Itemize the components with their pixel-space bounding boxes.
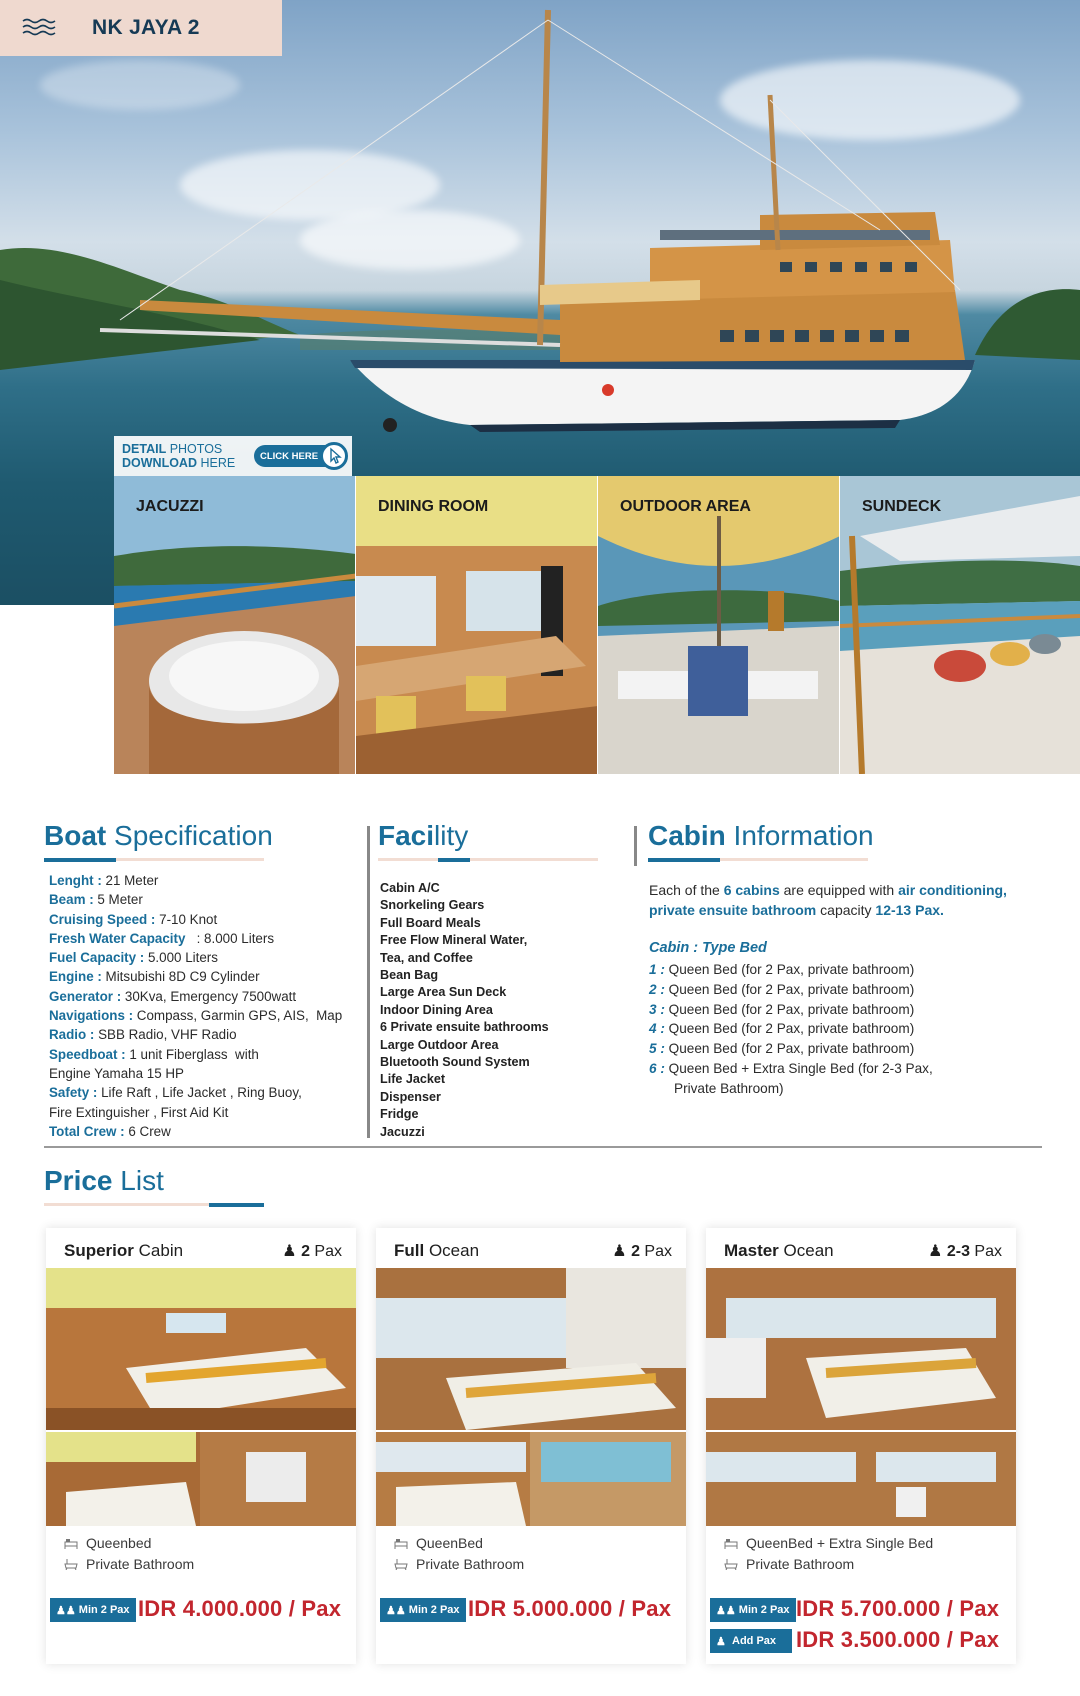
cabin-info-underline xyxy=(648,858,868,861)
price-card-superior xyxy=(46,1228,356,1664)
cabin-item: 5 : Queen Bed (for 2 Pax, private bathroom) xyxy=(649,1041,915,1057)
bathtub-icon xyxy=(64,1558,78,1570)
bath-feature: Private Bathroom xyxy=(724,1556,854,1572)
waves-icon xyxy=(22,17,56,39)
bathtub-icon xyxy=(394,1558,408,1570)
facility-item: Tea, and Coffee xyxy=(380,950,473,965)
bath-feature: Private Bathroom xyxy=(64,1556,194,1572)
min-pax-badge: ♟♟ Min 2 Pax xyxy=(50,1598,136,1622)
photo-outdoor-area[interactable] xyxy=(598,476,840,774)
spec-row: Engine : Mitsubishi 8D C9 Cylinder xyxy=(49,969,260,985)
facility-item: Full Board Meals xyxy=(380,915,481,930)
price-card-master-ocean xyxy=(706,1228,1016,1664)
spec-row: Safety : Life Raft , Life Jacket , Ring Buoy, xyxy=(49,1085,302,1101)
bathtub-icon xyxy=(724,1558,738,1570)
spec-row: Fire Extinguisher , First Aid Kit xyxy=(49,1104,229,1120)
column-divider xyxy=(367,826,370,1138)
facility-title: Facility xyxy=(378,820,469,851)
price-value: IDR 5.700.000 / Pax xyxy=(796,1596,1000,1621)
photo-strip xyxy=(114,476,1080,774)
facility-item: Jacuzzi xyxy=(380,1124,425,1139)
person-icon: ♟ xyxy=(716,1635,726,1648)
cabin-type-list xyxy=(649,960,1049,1099)
boat-spec-underline xyxy=(44,858,264,861)
facility-item: Snorkeling Gears xyxy=(380,898,485,913)
facility-item: Cabin A/C xyxy=(380,881,440,895)
spec-row: Navigations : Compass, Garmin GPS, AIS, Map xyxy=(49,1008,343,1024)
bed-icon xyxy=(64,1537,78,1549)
outdoor-area-image xyxy=(598,476,840,774)
price-value: IDR 4.000.000 / Pax xyxy=(138,1596,342,1621)
sundeck-image xyxy=(840,476,1080,774)
cabin-item: 3 : Queen Bed (for 2 Pax, private bathroom) xyxy=(649,1001,915,1017)
price-list-title: Price List xyxy=(44,1165,164,1196)
cabin-item: Private Bathroom) xyxy=(674,1080,784,1096)
spec-row: Engine Yamaha 15 HP xyxy=(49,1065,184,1081)
person-icon: ♟ xyxy=(282,1243,297,1260)
cursor-icon xyxy=(320,442,348,470)
cabin-item: 2 : Queen Bed (for 2 Pax, private bathroom) xyxy=(649,981,915,997)
spec-row: Speedboat : 1 unit Fiberglass with xyxy=(49,1046,259,1062)
people-icon: ♟♟ xyxy=(386,1604,406,1617)
add-pax-badge: ♟ Add Pax xyxy=(710,1629,792,1653)
price-value: IDR 5.000.000 / Pax xyxy=(468,1596,672,1621)
cabin-main-photo[interactable] xyxy=(706,1268,1016,1430)
section-divider xyxy=(44,1146,1042,1148)
person-icon: ♟ xyxy=(928,1243,943,1260)
cabin-thumb-photos[interactable] xyxy=(46,1432,356,1526)
facility-list xyxy=(380,880,590,1141)
add-pax-price: IDR 3.500.000 / Pax xyxy=(796,1627,1000,1652)
detail-photos-text: DETAIL PHOTOS DOWNLOAD HERE xyxy=(122,442,236,470)
card-header: Full Ocean ♟ 2 Pax xyxy=(394,1241,672,1260)
min-pax-badge: ♟♟ Min 2 Pax xyxy=(380,1598,466,1622)
facility-item: Bean Bag xyxy=(380,968,439,983)
photo-label: SUNDECK xyxy=(862,498,942,515)
bed-feature: Queenbed xyxy=(64,1535,151,1551)
card-header: Master Ocean ♟ 2-3 Pax xyxy=(724,1241,1002,1260)
people-icon: ♟♟ xyxy=(56,1604,76,1617)
cabin-item: 6 : Queen Bed + Extra Single Bed (for 2-3 Pax, xyxy=(649,1060,933,1076)
photo-label: JACUZZI xyxy=(136,498,204,515)
click-here-button[interactable]: CLICK HERE xyxy=(254,445,346,467)
bed-icon xyxy=(724,1537,738,1549)
min-pax-badge: ♟♟ Min 2 Pax xyxy=(710,1598,796,1622)
detail-photos-link[interactable] xyxy=(114,436,352,476)
facility-item: Indoor Dining Area xyxy=(380,1002,493,1017)
cabin-info-title: Cabin Information xyxy=(648,820,874,851)
spec-row: Beam : 5 Meter xyxy=(49,892,143,908)
cabin-type-heading: Cabin : Type Bed xyxy=(649,940,767,956)
spec-row: Fresh Water Capacity : 8.000 Liters xyxy=(49,930,275,946)
facility-item: Fridge xyxy=(380,1107,419,1122)
bath-feature: Private Bathroom xyxy=(394,1556,524,1572)
cabin-thumb-photos[interactable] xyxy=(706,1432,1016,1526)
bed-feature: QueenBed + Extra Single Bed xyxy=(724,1535,933,1551)
spec-row: Total Crew : 6 Crew xyxy=(49,1123,171,1139)
facility-underline xyxy=(378,858,598,861)
cabin-main-photo[interactable] xyxy=(376,1268,686,1430)
cabin-item: 1 : Queen Bed (for 2 Pax, private bathroom) xyxy=(649,962,915,977)
photo-label: OUTDOOR AREA xyxy=(620,498,751,515)
facility-item: Large Outdoor Area xyxy=(380,1037,499,1052)
facility-item: Life Jacket xyxy=(380,1072,446,1087)
facility-item: Large Area Sun Deck xyxy=(380,985,507,1000)
dining-room-image xyxy=(356,476,598,774)
facility-item: Bluetooth Sound System xyxy=(380,1055,530,1070)
spec-row: Fuel Capacity : 5.000 Liters xyxy=(49,950,218,966)
cabin-intro: Each of the 6 cabins are equipped with air conditioning, private ensuite bathroom capacity 12-13 Pax. xyxy=(649,882,1007,918)
boat-spec-title: Boat Specification xyxy=(44,820,273,851)
bed-feature: QueenBed xyxy=(394,1535,483,1551)
boat-name: NK JAYA 2 xyxy=(92,16,200,39)
photo-label: DINING ROOM xyxy=(378,498,489,515)
price-list-underline xyxy=(44,1203,264,1206)
cabin-thumb-photos[interactable] xyxy=(376,1432,686,1526)
boat-title-banner xyxy=(0,0,282,56)
photo-jacuzzi[interactable] xyxy=(114,476,356,774)
people-icon: ♟♟ xyxy=(716,1604,736,1617)
person-icon: ♟ xyxy=(612,1243,627,1260)
jacuzzi-image xyxy=(114,476,356,774)
bed-icon xyxy=(394,1537,408,1549)
spec-row: Lenght : 21 Meter xyxy=(49,873,159,888)
price-card-full-ocean xyxy=(376,1228,686,1664)
photo-dining-room[interactable] xyxy=(356,476,598,774)
boat-spec-list xyxy=(49,871,369,1141)
facility-item: 6 Private ensuite bathrooms xyxy=(380,1020,549,1035)
facility-item: Dispenser xyxy=(380,1089,441,1104)
cabin-item: 4 : Queen Bed (for 2 Pax, private bathroom) xyxy=(649,1021,915,1037)
spec-row: Cruising Speed : 7-10 Knot xyxy=(49,911,218,927)
column-divider xyxy=(634,826,637,866)
spec-row: Radio : SBB Radio, VHF Radio xyxy=(49,1027,237,1043)
spec-row: Generator : 30Kva, Emergency 7500watt xyxy=(49,988,297,1004)
cabin-main-photo[interactable] xyxy=(46,1268,356,1430)
card-header: Superior Cabin ♟ 2 Pax xyxy=(64,1241,342,1260)
photo-sundeck[interactable] xyxy=(840,476,1080,774)
facility-item: Free Flow Mineral Water, xyxy=(380,933,528,948)
